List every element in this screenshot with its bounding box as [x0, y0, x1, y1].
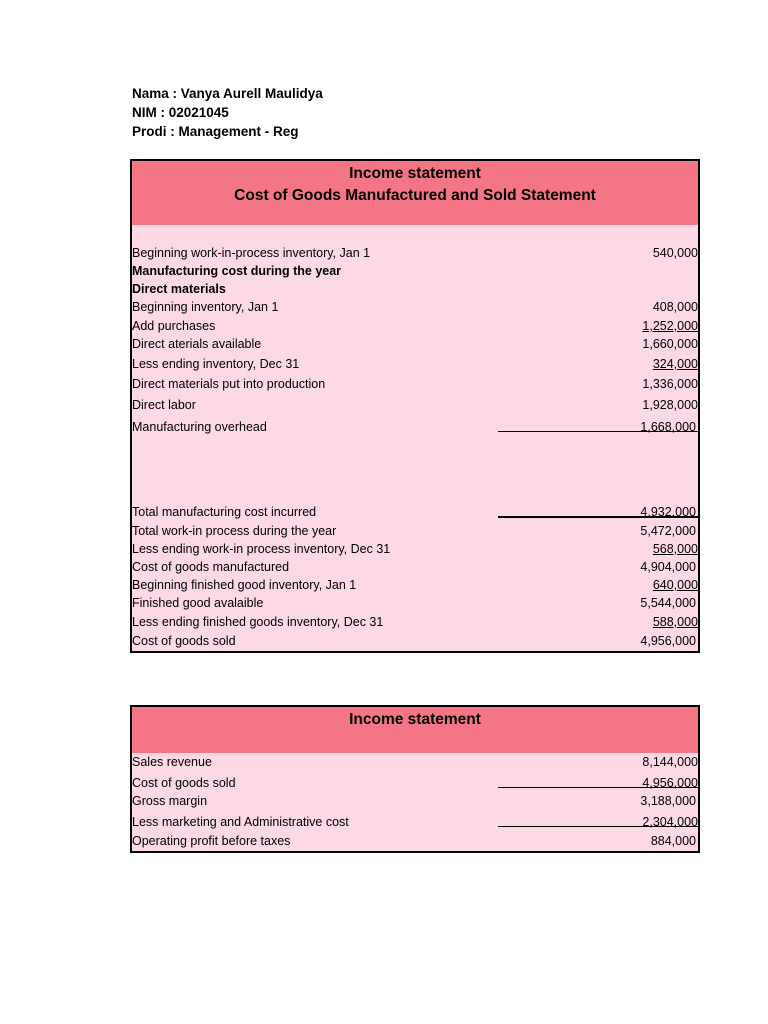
- row-label: Direct materials: [132, 282, 226, 296]
- income-statement-table: [130, 705, 700, 853]
- row-value: 1,668,000: [640, 420, 696, 434]
- row-value: 640,000: [652, 578, 698, 592]
- row-label: Beginning finished good inventory, Jan 1: [132, 578, 357, 592]
- row-value: 588,000: [652, 615, 698, 629]
- row-label: Less ending work-in process inventory, Dec 31: [132, 542, 391, 556]
- cogm-statement-title: Income statement: [349, 165, 481, 182]
- income-statement-header: [132, 707, 698, 753]
- table-row: [132, 813, 698, 831]
- table-row: [132, 594, 698, 612]
- table-row: [132, 317, 698, 335]
- row-label: Total work-in process during the year: [132, 524, 337, 538]
- table-row: [132, 355, 698, 373]
- student-nim: NIM : 02021045: [132, 105, 229, 120]
- row-value: 1,660,000: [642, 337, 698, 351]
- table-row: [132, 632, 698, 650]
- table-row: [132, 503, 698, 521]
- cogm-statement-subtitle: Cost of Goods Manufactured and Sold Statement: [234, 187, 596, 204]
- table-row: [132, 522, 698, 540]
- row-value: 1,928,000: [642, 398, 698, 412]
- row-value: 540,000: [652, 246, 698, 260]
- income-statement-title: Income statement: [349, 711, 481, 728]
- table-row: [132, 576, 698, 594]
- table-row: [132, 375, 698, 393]
- student-prodi: Prodi : Management - Reg: [132, 124, 299, 139]
- row-label: Finished good avalaible: [132, 596, 264, 610]
- row-label: Beginning work-in-process inventory, Jan 1: [132, 246, 371, 260]
- row-label: Total manufacturing cost incurred: [132, 505, 317, 519]
- row-value: 4,956,000: [640, 634, 696, 648]
- row-value: 5,544,000: [640, 596, 696, 610]
- row-value: 4,904,000: [640, 560, 696, 574]
- student-name: Nama : Vanya Aurell Maulidya: [132, 86, 323, 101]
- row-label: Manufacturing cost during the year: [132, 264, 342, 278]
- table-row: [132, 540, 698, 558]
- table-row: [132, 792, 698, 810]
- row-label: Less marketing and Administrative cost: [132, 815, 349, 829]
- row-label: Cost of goods sold: [132, 634, 236, 648]
- row-value: 568,000: [652, 542, 698, 556]
- table-row: [132, 613, 698, 631]
- row-value: 1,252,000: [642, 319, 698, 333]
- table-row: [132, 753, 698, 771]
- row-value: 4,956,000: [642, 776, 698, 790]
- row-value: 324,000: [652, 357, 698, 371]
- row-label: Sales revenue: [132, 755, 212, 769]
- table-row: [132, 298, 698, 316]
- row-label: Operating profit before taxes: [132, 834, 291, 848]
- table-row: [132, 244, 698, 262]
- table-row: [132, 335, 698, 353]
- row-label: Beginning inventory, Jan 1: [132, 300, 279, 314]
- row-label: Direct materials put into production: [132, 377, 326, 391]
- row-label: Less ending finished goods inventory, Dec 31: [132, 615, 384, 629]
- table-row: [132, 774, 698, 792]
- row-label: Direct labor: [132, 398, 196, 412]
- row-label: Cost of goods sold: [132, 776, 236, 790]
- row-label: Add purchases: [132, 319, 216, 333]
- table-row: [132, 832, 698, 850]
- cogm-statement-table: [130, 159, 700, 653]
- table-row: [132, 280, 698, 298]
- table-row: [132, 418, 698, 436]
- row-value: 5,472,000: [640, 524, 696, 538]
- cogm-statement-header: [132, 161, 698, 225]
- row-value: 408,000: [652, 300, 698, 314]
- row-label: Direct aterials available: [132, 337, 262, 351]
- table-row: [132, 558, 698, 576]
- row-value: 8,144,000: [642, 755, 698, 769]
- row-label: Gross margin: [132, 794, 208, 808]
- row-label: Manufacturing overhead: [132, 420, 267, 434]
- table-row: [132, 396, 698, 414]
- student-info: [132, 84, 323, 141]
- row-value: 1,336,000: [642, 377, 698, 391]
- row-label: Less ending inventory, Dec 31: [132, 357, 300, 371]
- row-value: 3,188,000: [640, 794, 696, 808]
- table-row: [132, 262, 698, 280]
- row-value: 2,304,000: [642, 815, 698, 829]
- row-label: Cost of goods manufactured: [132, 560, 290, 574]
- row-value: 4,932,000: [640, 505, 696, 519]
- row-value: 884,000: [650, 834, 696, 848]
